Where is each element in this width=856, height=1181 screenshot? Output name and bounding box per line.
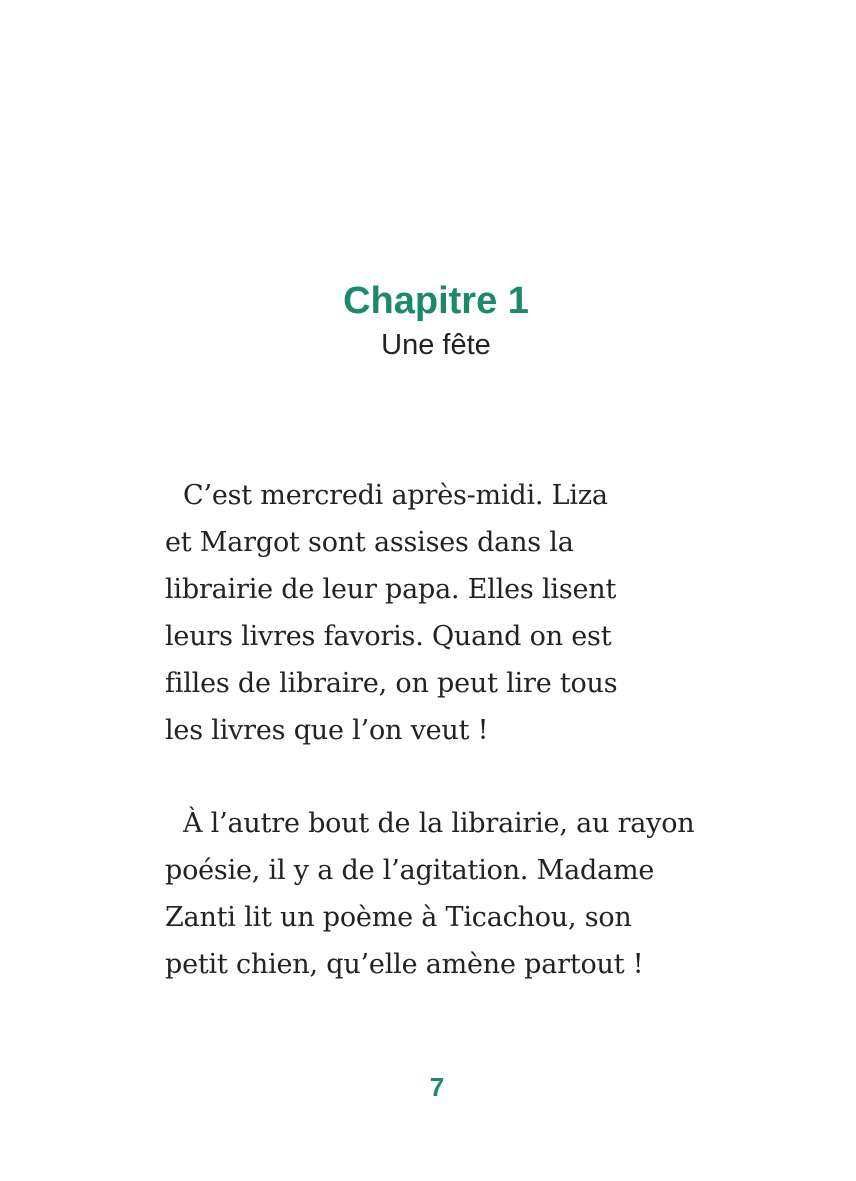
chapter-title: Chapitre 1 xyxy=(343,280,529,322)
paragraph-line: Zanti lit un poème à Ticachou, son xyxy=(165,902,632,933)
paragraph-line: librairie de leur papa. Elles lisent xyxy=(165,574,617,605)
paragraph-line: et Margot sont assises dans la xyxy=(165,527,574,558)
chapter-heading xyxy=(0,278,856,364)
page-number: 7 xyxy=(429,1072,445,1102)
chapter-subtitle: Une fête xyxy=(381,329,491,361)
paragraph-line: petit chien, qu’elle amène partout ! xyxy=(165,949,644,980)
paragraph-2 xyxy=(165,800,765,988)
paragraph-1 xyxy=(165,472,765,754)
paragraph-line: C’est mercredi après-midi. Liza xyxy=(183,480,608,511)
paragraph-line: les livres que l’on veut ! xyxy=(165,715,489,746)
paragraph-line: À l’autre bout de la librairie, au rayon xyxy=(183,808,695,839)
paragraph-line: leurs livres favoris. Quand on est xyxy=(165,621,612,652)
paragraph-line: filles de libraire, on peut lire tous xyxy=(165,668,618,699)
paragraph-line: poésie, il y a de l’agitation. Madame xyxy=(165,855,655,886)
